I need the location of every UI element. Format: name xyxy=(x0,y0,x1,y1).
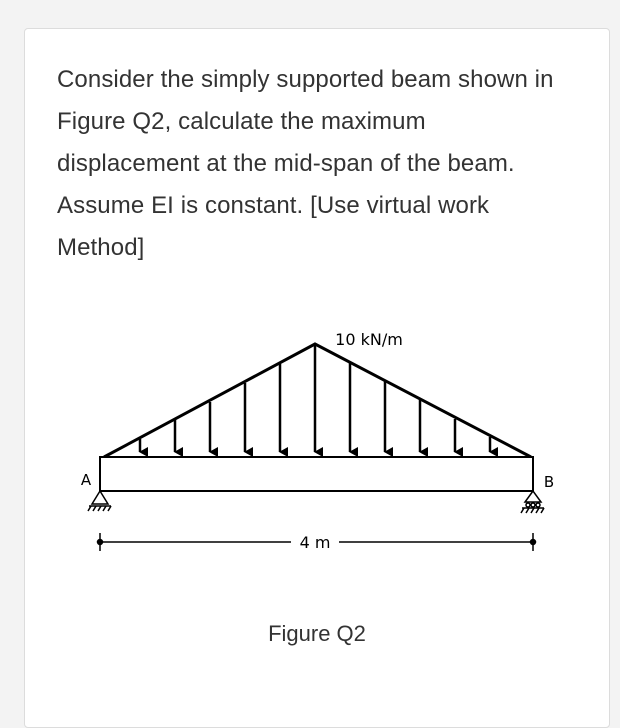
question-text xyxy=(57,59,597,269)
load-outline xyxy=(104,344,531,457)
question-line-2: Figure Q2, calculate the maximum xyxy=(57,108,426,135)
question-line-3: displacement at the mid-span of the beam. xyxy=(57,150,515,177)
question-card xyxy=(24,28,610,728)
load-label: 10 kN/m xyxy=(335,330,403,349)
question-line-4: Assume EI is constant. [Use virtual work xyxy=(57,192,490,219)
span-label: 4 m xyxy=(299,533,331,552)
beam-figure xyxy=(69,319,566,557)
question-line-5: Method] xyxy=(57,234,145,261)
figure-caption: Figure Q2 xyxy=(268,621,366,646)
pin-support-icon xyxy=(88,491,111,511)
question-line-1: Consider the simply supported beam shown in xyxy=(57,66,554,93)
load-arrows xyxy=(140,344,490,452)
beam xyxy=(100,457,533,491)
beam-diagram xyxy=(69,319,566,557)
support-label-b: B xyxy=(543,473,555,491)
support-label-a: A xyxy=(80,471,92,489)
roller-support-icon xyxy=(521,491,544,513)
